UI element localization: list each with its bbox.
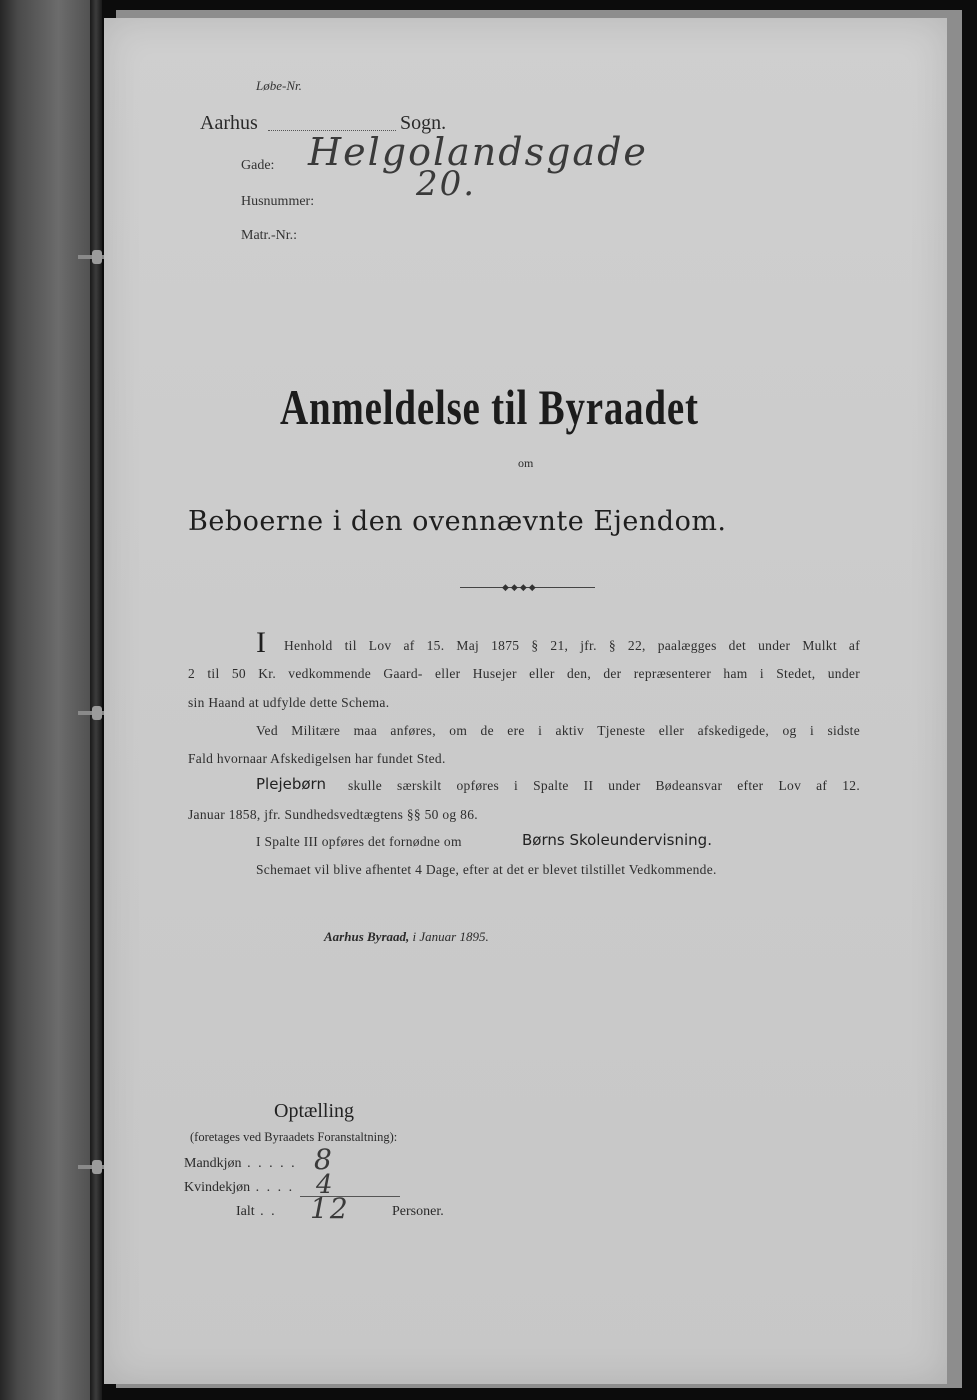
paragraph-1-line-1: Henhold til Lov af 15. Maj 1875 § 21, jfr. § 22, paalægges det under Mulkt af: [284, 638, 860, 653]
book-spine: [90, 0, 102, 1400]
kvindekjon-label-text: Kvindekjøn: [184, 1180, 251, 1195]
signature-line: [324, 929, 489, 945]
ialt-handwritten-value: 12: [310, 1192, 350, 1225]
document-subtitle: Beboerne i den ovennævnte Ejendom.: [188, 506, 727, 537]
drop-cap: I: [256, 626, 266, 659]
mandkjon-label: Mandkjøn . . . . .: [184, 1156, 297, 1171]
document-title: Anmeldelse til Byraadet: [280, 379, 699, 435]
mandkjon-handwritten-value: 8: [314, 1143, 334, 1176]
ialt-label-text: Ialt: [236, 1204, 255, 1219]
paragraph-4-emphasis: Børns Skoleundervisning.: [522, 831, 712, 849]
divider-ornament: ◆◆◆◆: [502, 582, 538, 592]
husnummer-handwritten-value: 20.: [416, 164, 477, 204]
kvindekjon-label: Kvindekjøn . . . .: [184, 1180, 295, 1195]
signature-date: i Januar 1895.: [412, 929, 489, 944]
matr-nr-label: Matr.-Nr.:: [241, 228, 297, 243]
facing-page-edge: [0, 0, 90, 1400]
mandkjon-label-text: Mandkjøn: [184, 1156, 242, 1171]
signature-issuer: Aarhus Byraad,: [324, 929, 410, 944]
plejeborn-lead: Plejebørn: [256, 775, 326, 793]
kvindekjon-handwritten-value: 4: [316, 1170, 335, 1200]
paragraph-2-line-1: Ved Militære maa anføres, om de ere i aktiv Tjeneste eller afskedigede, og i sidste: [256, 723, 860, 738]
personer-label: Personer.: [392, 1204, 444, 1219]
city-label: Aarhus: [200, 112, 258, 134]
paragraph-4-text: I Spalte III opføres det fornødne om: [256, 834, 462, 849]
paragraph-2-line-2: Fald hvornaar Afskedigelsen har fundet Sted.: [188, 751, 446, 766]
gade-handwritten-value: Helgolandsgade: [308, 130, 648, 174]
husnummer-label: Husnummer:: [241, 194, 315, 209]
paragraph-5-line: Schemaet vil blive afhentet 4 Dage, efter at det er blevet tilstillet Vedkommende.: [256, 862, 717, 877]
title-connector: om: [518, 456, 534, 470]
ialt-label: Ialt . .: [236, 1204, 277, 1219]
paragraph-3-line-2: Januar 1858, jfr. Sundhedsvedtægtens §§ 50 og 86.: [188, 807, 478, 822]
count-heading: Optælling: [274, 1100, 355, 1122]
count-note: (foretages ved Byraadets Foranstaltning):: [190, 1130, 398, 1144]
document-page: [104, 18, 947, 1384]
paragraph-3-line-1: skulle særskilt opføres i Spalte II under Bødeansvar efter Lov af 12.: [348, 778, 860, 793]
sogn-label: Sogn.: [400, 112, 447, 134]
paragraph-1-line-2: 2 til 50 Kr. vedkommende Gaard- eller Husejer eller den, der repræsenterer ham i Stedet, under: [188, 666, 860, 681]
gade-label: Gade:: [241, 158, 275, 173]
loebe-nr-label: Løbe-Nr.: [256, 78, 302, 93]
paragraph-1-line-3: sin Haand at udfylde dette Schema.: [188, 695, 390, 710]
